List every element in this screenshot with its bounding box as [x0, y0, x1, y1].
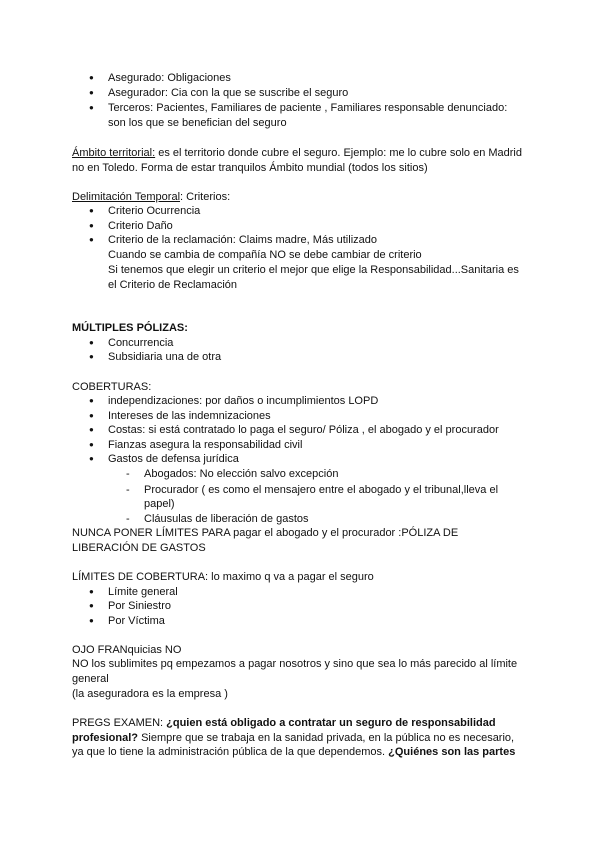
list-item: ● Criterio de la reclamación: Claims madre, Más utilizado — [108, 233, 377, 247]
pregs-question-2: ¿Quiénes son las partes — [388, 746, 516, 758]
ambito-heading: Ámbito territorial: — [72, 147, 156, 159]
ambito-text-line2: no en Toledo. Forma de estar tranquilos Ámbito mundial (todos los sitios) — [72, 162, 428, 174]
list-item: ● Asegurado: Obligaciones — [108, 71, 231, 85]
pregs-answer: Siempre que se trabaja en la sanidad privada, en la pública no es necesario, — [138, 732, 515, 744]
list-item-continuation: Cuando se cambia de compañía NO se debe cambiar de criterio — [108, 249, 422, 261]
pregs-question-1-end: profesional? — [72, 732, 139, 744]
ambito-text: es el territorio donde cubre el seguro. Ejemplo: me lo cubre solo en Madrid — [155, 147, 522, 159]
coberturas-note: NUNCA PONER LÍMITES PARA pagar el abogado y el procurador :PÓLIZA DE — [72, 527, 459, 539]
list-item-continuation: son los que se benefician del seguro — [108, 117, 287, 129]
franquicias-heading: OJO FRANquicias NO — [72, 644, 182, 656]
sub-list-item: - Abogados: No elección salvo excepción — [144, 467, 338, 481]
coberturas-note-line2: LIBERACIÓN DE GASTOS — [72, 542, 206, 554]
list-item: ● Intereses de las indemnizaciones — [108, 409, 271, 423]
list-item: ● Terceros: Pacientes, Familiares de paciente , Familiares responsable denunciado: — [108, 101, 507, 115]
multiples-heading-text: MÚLTIPLES PÓLIZAS: — [72, 322, 188, 334]
list-item: ● Costas: si está contratado lo paga el seguro/ Póliza , el abogado y el procurador — [108, 423, 499, 437]
franquicias-text: NO los sublimites pq empezamos a pagar nosotros y sino que sea lo más parecido al límite — [72, 658, 518, 670]
delimitacion-paragraph — [72, 190, 230, 204]
delimitacion-suffix: : Criterios: — [180, 191, 231, 203]
list-item: ● Criterio Daño — [108, 219, 173, 233]
list-item: ● independizaciones: por daños o incumplimientos LOPD — [108, 394, 378, 408]
list-item: ● Fianzas asegura la responsabilidad civil — [108, 438, 302, 452]
sub-list-item: - Procurador ( es como el mensajero entre el abogado y el tribunal,lleva el — [144, 483, 498, 497]
pregs-question-1: ¿quien está obligado a contratar un seguro de responsabilidad — [166, 717, 496, 729]
franquicias-text: general — [72, 673, 109, 685]
list-item: ● Por Siniestro — [108, 599, 171, 613]
multiples-heading — [72, 321, 188, 335]
sub-list-item-continuation: papel) — [144, 498, 175, 510]
pregs-paragraph-line2 — [72, 731, 514, 745]
list-item: ● Por Víctima — [108, 614, 165, 628]
sub-list-item: - Cláusulas de liberación de gastos — [144, 512, 309, 526]
list-item: ● Gastos de defensa jurídica — [108, 452, 239, 466]
list-item: ● Criterio Ocurrencia — [108, 204, 200, 218]
coberturas-heading: COBERTURAS: — [72, 381, 152, 393]
franquicias-text: (la aseguradora es la empresa ) — [72, 688, 228, 700]
list-item-continuation: el Criterio de Reclamación — [108, 279, 237, 291]
delimitacion-heading: Delimitación Temporal — [72, 191, 181, 203]
pregs-paragraph — [72, 716, 496, 730]
list-item: ● Límite general — [108, 585, 178, 599]
list-item-continuation: Si tenemos que elegir un criterio el mejor que elige la Responsabilidad...Sanitaria es — [108, 264, 519, 276]
pregs-paragraph-line3 — [72, 745, 515, 759]
limites-heading: LÍMITES DE COBERTURA: lo maximo q va a pagar el seguro — [72, 571, 374, 583]
list-item: ● Asegurador: Cia con la que se suscribe el seguro — [108, 86, 348, 100]
list-item: ● Subsidiaria una de otra — [108, 350, 221, 364]
pregs-prefix: PREGS EXAMEN: — [72, 717, 167, 729]
ambito-paragraph — [72, 146, 522, 160]
list-item: ● Concurrencia — [108, 336, 173, 350]
pregs-answer-cont: ya que lo tiene la administración pública de la que dependemos. — [72, 746, 389, 758]
